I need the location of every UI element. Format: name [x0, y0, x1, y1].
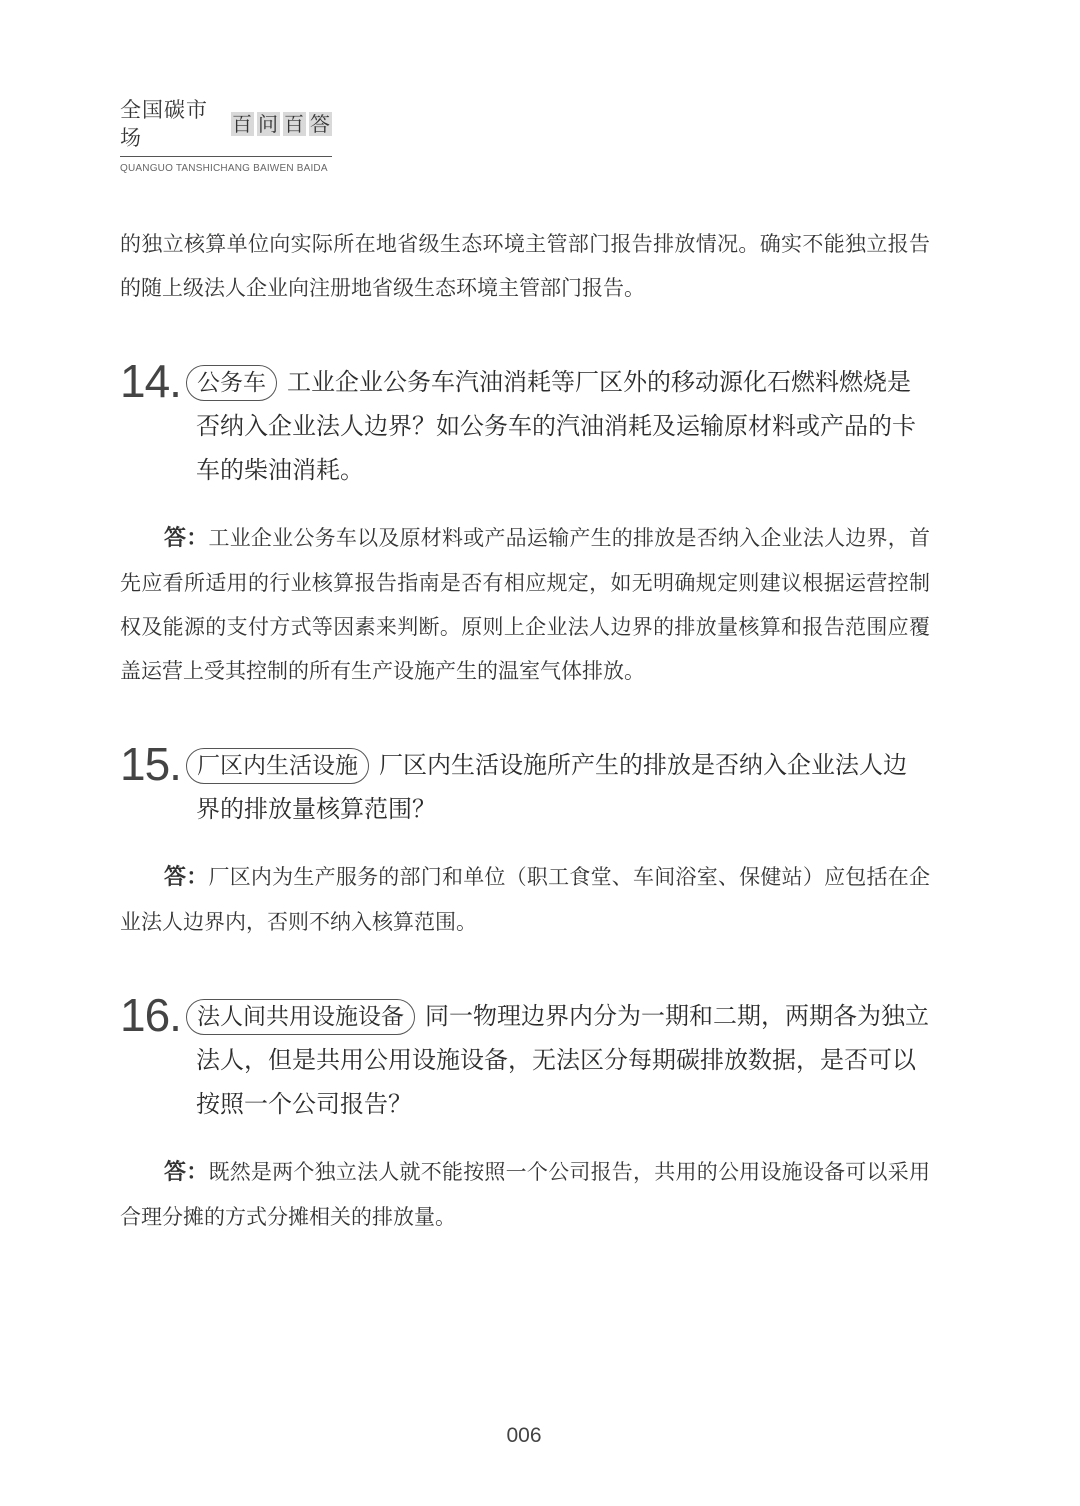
page-content [120, 222, 930, 1239]
header-subtitle: QUANGUO TANSHICHANG BAIWEN BAIDA [120, 163, 328, 174]
answer-15 [120, 855, 930, 944]
page-number: 006 [506, 1424, 542, 1447]
answer-paragraph [120, 855, 930, 944]
question-16 [120, 989, 930, 1126]
header-title-highlight-char: 百 [232, 112, 253, 136]
answer-14 [120, 516, 930, 693]
question-text: 工业企业公务车汽油消耗等厂区外的移动源化石燃料燃烧是否纳入企业法人边界？如公务车的汽油消耗及运输原材料或产品的卡车的柴油消耗。 [196, 368, 916, 484]
answer-label: 答： [164, 1160, 209, 1185]
question-tag: 法人间共用设施设备 [186, 999, 415, 1035]
question-tag: 公务车 [186, 365, 277, 401]
question-tag: 厂区内生活设施 [186, 748, 369, 784]
question-text-block [196, 743, 930, 831]
answer-label: 答： [164, 865, 209, 890]
header-title-highlight-char: 百 [284, 112, 305, 136]
question-text: 同一物理边界内分为一期和二期，两期各为独立法人，但是共用公用设施设备，无法区分每期碳排放数据，是否可以按照一个公司报告？ [196, 1002, 929, 1118]
question-number: 14. [120, 355, 181, 407]
header-title-highlight-char: 问 [258, 112, 279, 136]
header-title-highlight-char: 答 [310, 112, 331, 136]
page-header [120, 96, 332, 174]
header-title-main: 全国碳市场 [120, 98, 208, 150]
header-title [120, 96, 332, 152]
question-text: 厂区内生活设施所产生的排放是否纳入企业法人边界的排放量核算范围？ [196, 751, 907, 823]
answer-text: 既然是两个独立法人就不能按照一个公司报告，共用的公用设施设备可以采用合理分摊的方式分摊相关的排放量。 [120, 1160, 930, 1229]
question-text-block [196, 360, 930, 492]
answer-label: 答： [164, 526, 209, 551]
answer-text: 厂区内为生产服务的部门和单位（职工食堂、车间浴室、保健站）应包括在企业法人边界内，否则不纳入核算范围。 [120, 865, 930, 934]
answer-paragraph [120, 1150, 930, 1239]
answer-text: 工业企业公务车以及原材料或产品运输产生的排放是否纳入企业法人边界，首先应看所适用的行业核算报告指南是否有相应规定，如无明确规定则建议根据运营控制权及能源的支付方式等因素来判断。原则上企业法人边界的排放量核算和报告范围应覆盖运营上受其控制的所有生产设施产生的温室气体排放。 [120, 526, 930, 683]
question-number: 16. [120, 989, 181, 1041]
answer-paragraph [120, 516, 930, 693]
intro-paragraph: 的独立核算单位向实际所在地省级生态环境主管部门报告排放情况。确实不能独立报告的随上级法人企业向注册地省级生态环境主管部门报告。 [120, 232, 930, 300]
question-14 [120, 355, 930, 492]
question-text-block [196, 994, 930, 1126]
question-15 [120, 738, 930, 831]
header-divider [120, 156, 332, 157]
answer-16 [120, 1150, 930, 1239]
question-number: 15. [120, 738, 181, 790]
